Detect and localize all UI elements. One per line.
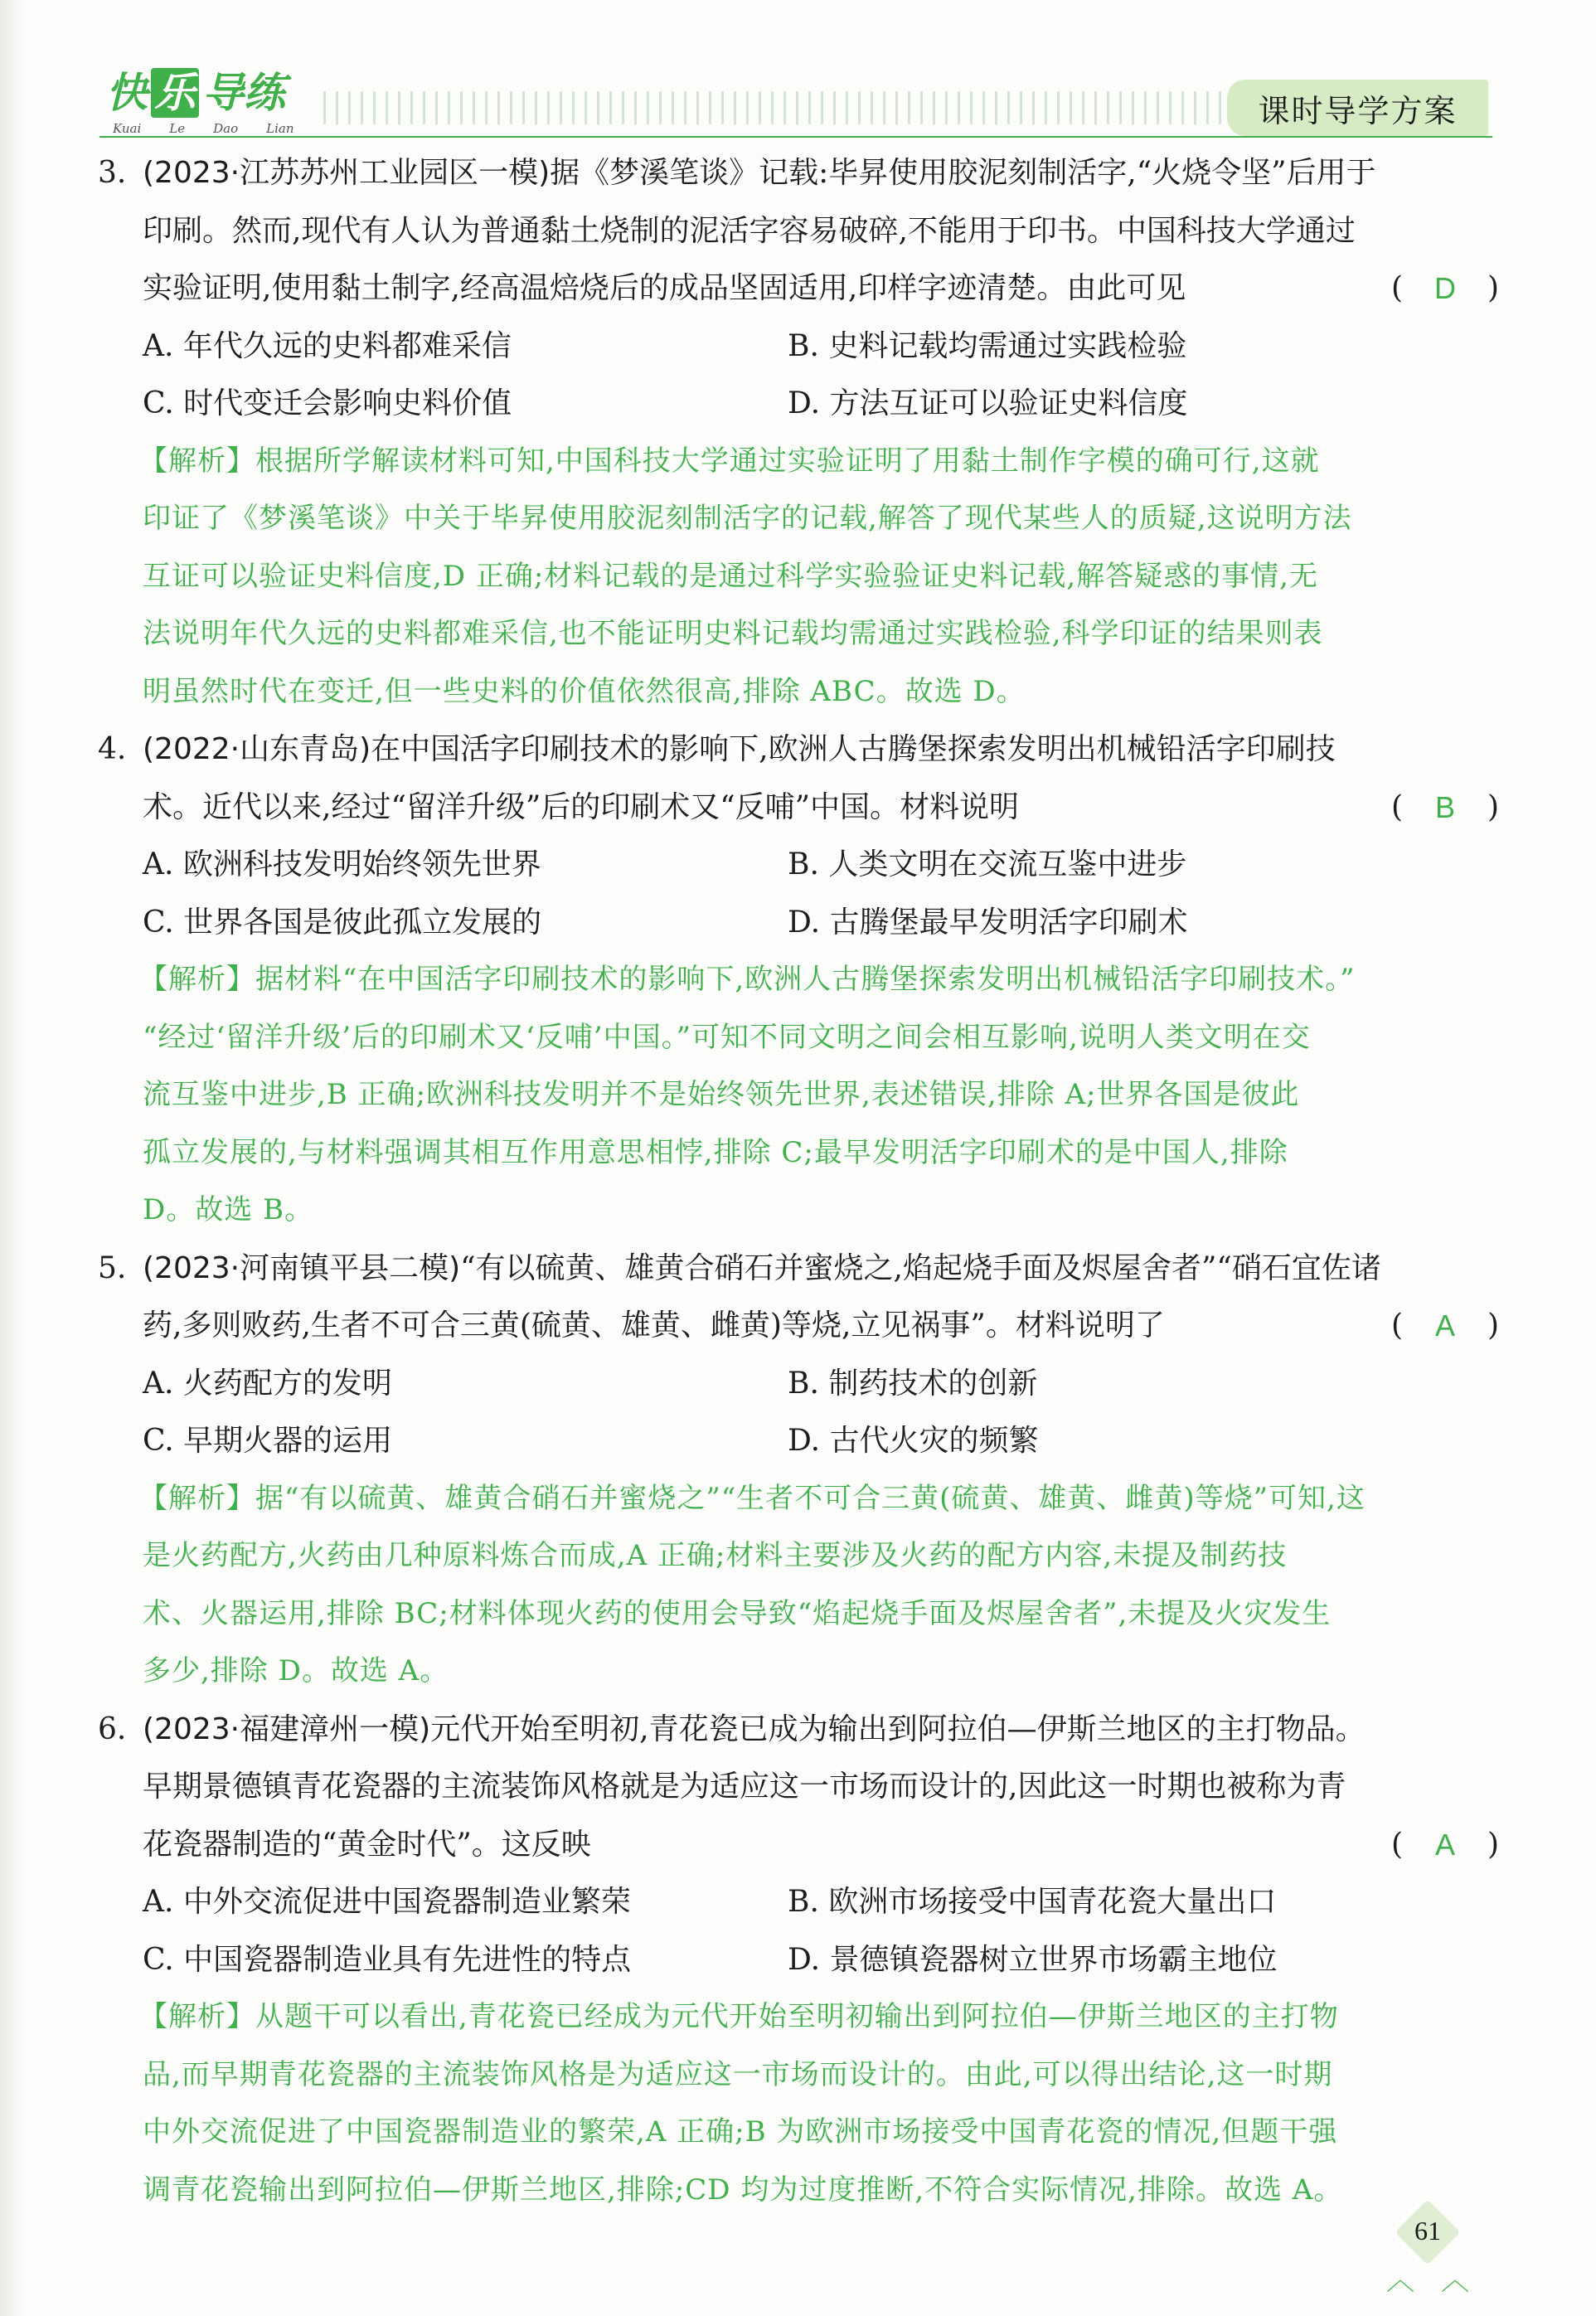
- question-stem-text: 据《梦溪笔谈》记载:毕昇使用胶泥刻制活字,“火烧令坚”后用于: [550, 156, 1376, 190]
- question-stem-line: 印刷。然而,现代有人认为普通黏土烧制的泥活字容易破碎,不能用于印书。中国科技大学通过: [143, 213, 1356, 248]
- question-4: [98, 721, 1499, 1240]
- brand-char-3: 导: [202, 69, 244, 117]
- option-c: C. 时代变迁会影响史料价值: [143, 386, 512, 420]
- option-row: [98, 836, 1499, 894]
- brand-pinyin-3: Dao: [213, 121, 239, 136]
- question-number: 3.: [98, 156, 127, 190]
- analysis-line: 术、火器运用,排除 BC;材料体现火药的使用会导致“焰起烧手面及烬屋舍者”,未提及火灾发生: [143, 1596, 1332, 1630]
- brand-pinyin-2: Le: [169, 121, 186, 136]
- brand-pinyin: [113, 121, 294, 136]
- brand-logo: [106, 68, 285, 118]
- question-list: [98, 144, 1499, 2219]
- option-row: [98, 1873, 1499, 1931]
- brand-char-1: 快: [106, 69, 148, 117]
- option-a: A. 中外交流促进中国瓷器制造业繁荣: [143, 1885, 631, 1919]
- question-stem-text: 实验证明,使用黏土制字,经高温焙烧后的成品坚固适用,印样字迹清楚。由此可见: [143, 271, 1186, 305]
- question-stem-line: [98, 260, 1499, 318]
- analysis-line: 【解析】从题干可以看出,青花瓷已经成为元代开始至明初输出到阿拉伯—伊斯兰地区的主打物: [139, 2000, 1339, 2033]
- option-row: [98, 1355, 1499, 1413]
- option-row: [98, 1412, 1499, 1470]
- option-d: D. 方法互证可以验证史料信度: [788, 386, 1188, 420]
- question-number: 4.: [98, 732, 127, 766]
- question-stem-line: [98, 779, 1499, 837]
- brand-char-2: 乐: [151, 68, 199, 118]
- question-stem-line: 早期景德镇青花瓷器的主流装饰风格就是为适应这一市场而设计的,因此这一时期也被称为青: [143, 1770, 1346, 1804]
- question-number: 6.: [98, 1712, 127, 1746]
- option-c: C. 早期火器的运用: [143, 1424, 393, 1458]
- question-number: 5.: [98, 1250, 127, 1285]
- question-source: (2022·山东青岛): [143, 732, 371, 766]
- option-a: A. 欧洲科技发明始终领先世界: [143, 847, 541, 881]
- page-number: 61: [1414, 2216, 1441, 2246]
- question-6: [98, 1701, 1499, 2220]
- question-stem-line: [98, 721, 1499, 779]
- answer-bracket: ( D ): [1391, 260, 1499, 318]
- option-b: B. 人类文明在交流互鉴中进步: [788, 847, 1187, 881]
- analysis-line: 明虽然时代在变迁,但一些史料的价值依然很高,排除 ABC。故选 D。: [143, 674, 1026, 708]
- option-row: [98, 894, 1499, 952]
- option-a: A. 火药配方的发明: [143, 1366, 392, 1401]
- analysis-line: 印证了《梦溪笔谈》中关于毕昇使用胶泥刻制活字的记载,解答了现代某些人的质疑,这说明方法: [143, 502, 1352, 535]
- option-a: A. 年代久远的史料都难采信: [143, 328, 512, 363]
- question-stem-text: 元代开始至明初,青花瓷已成为输出到阿拉伯—伊斯兰地区的主打物品。: [430, 1712, 1366, 1746]
- analysis-line: 调青花瓷输出到阿拉伯—伊斯兰地区,排除;CD 均为过度推断,不符合实际情况,排除。故选 A。: [143, 2173, 1343, 2207]
- question-stem-line: [98, 1816, 1499, 1874]
- analysis-line: 多少,排除 D。故选 A。: [143, 1654, 449, 1687]
- analysis-line: 品,而早期青花瓷器的主流装饰风格是为适应这一市场而设计的。由此,可以得出结论,这一时期: [143, 2057, 1333, 2091]
- option-row: [98, 1931, 1499, 1989]
- chevron-up-double-icon: ︿: [1386, 2264, 1414, 2297]
- question-stem-line: [98, 144, 1499, 202]
- answer-bracket: ( A ): [1391, 1816, 1499, 1874]
- answer-bracket: ( A ): [1391, 1297, 1499, 1355]
- chevron-up-double-icon: ︿: [1441, 2264, 1469, 2297]
- option-d: D. 景德镇瓷器树立世界市场霸主地位: [788, 1942, 1278, 1977]
- question-stem-line: [98, 1240, 1499, 1298]
- question-stem-text: 术。近代以来,经过“留洋升级”后的印刷术又“反哺”中国。材料说明: [143, 789, 1020, 824]
- analysis-line: 互证可以验证史料信度,D 正确;材料记载的是通过科学实验验证史料记载,解答疑惑的事情,无: [143, 559, 1318, 593]
- option-c: C. 世界各国是彼此孤立发展的: [143, 905, 542, 940]
- analysis-line: D。故选 B。: [143, 1193, 314, 1226]
- analysis-line: 法说明年代久远的史料都难采信,也不能证明史料记载均需通过实践检验,科学印证的结果则表: [143, 617, 1323, 650]
- page-edge-shadow: [0, 0, 25, 2316]
- question-source: (2023·江苏苏州工业园区一模): [143, 156, 551, 190]
- option-row: [98, 318, 1499, 376]
- analysis-line: 流互鉴中进步,B 正确;欧洲科技发明并不是始终领先世界,表述错误,排除 A;世界各国是彼此: [143, 1078, 1300, 1111]
- brand-pinyin-1: Kuai: [113, 121, 142, 136]
- option-b: B. 制药技术的创新: [788, 1366, 1038, 1401]
- question-stem-text: 在中国活字印刷技术的影响下,欧洲人古腾堡探索发明出机械铅活字印刷技: [371, 732, 1336, 766]
- option-b: B. 史料记载均需通过实践检验: [788, 328, 1187, 363]
- analysis-line: 【解析】据材料“在中国活字印刷技术的影响下,欧洲人古腾堡探索发明出机械铅活字印刷技术。”: [139, 963, 1356, 996]
- answer-letter: D: [1434, 271, 1456, 305]
- analysis-line: 【解析】据“有以硫黄、雄黄合硝石并蜜烧之”“生者不可合三黄(硫黄、雄黄、雌黄)等烧”可知,这: [139, 1481, 1366, 1515]
- answer-bracket: ( B ): [1391, 779, 1499, 837]
- question-stem-line: [98, 1297, 1499, 1355]
- question-stem-text: “有以硫黄、雄黄合硝石并蜜烧之,焰起烧手面及烬屋舍者”“硝石宜佐诸: [460, 1250, 1381, 1285]
- question-stem-line: [98, 1701, 1499, 1759]
- question-5: [98, 1240, 1499, 1701]
- answer-letter: B: [1434, 789, 1455, 824]
- option-c: C. 中国瓷器制造业具有先进性的特点: [143, 1942, 632, 1977]
- analysis-line: 孤立发展的,与材料强调其相互作用意思相悖,排除 C;最早发明活字印刷术的是中国人,排除: [143, 1135, 1288, 1169]
- answer-letter: A: [1434, 1827, 1455, 1862]
- answer-letter: A: [1434, 1309, 1455, 1343]
- course-tab-label: 课时导学方案: [1258, 92, 1458, 129]
- question-source: (2023·福建漳州一模): [143, 1712, 431, 1746]
- brand-pinyin-4: Lian: [266, 121, 294, 136]
- option-d: D. 古腾堡最早发明活字印刷术: [788, 905, 1188, 940]
- brand-char-4: 练: [244, 69, 285, 117]
- option-d: D. 古代火灾的频繁: [788, 1424, 1039, 1458]
- course-tab: [1227, 80, 1488, 136]
- option-b: B. 欧洲市场接受中国青花瓷大量出口: [788, 1885, 1277, 1919]
- analysis-line: 【解析】根据所学解读材料可知,中国科技大学通过实验证明了用黏土制作字模的确可行,这就: [139, 444, 1320, 478]
- analysis-line: 中外交流促进了中国瓷器制造业的繁荣,A 正确;B 为欧洲市场接受中国青花瓷的情况,但题干强: [143, 2115, 1338, 2148]
- question-3: [98, 144, 1499, 721]
- analysis-line: “经过‘留洋升级’后的印刷术又‘反哺’中国。”可知不同文明之间会相互影响,说明人类文明在交: [143, 1020, 1311, 1054]
- page-number-badge: [1386, 2207, 1469, 2262]
- question-stem-text: 花瓷器制造的“黄金时代”。这反映: [143, 1827, 591, 1862]
- header-rule: [99, 136, 1492, 138]
- analysis-line: 是火药配方,火药由几种原料炼合而成,A 正确;材料主要涉及火药的配方内容,未提及制药技: [143, 1539, 1288, 1572]
- question-stem-text: 药,多则败药,生者不可合三黄(硫黄、雄黄、雌黄)等烧,立见祸事”。材料说明了: [143, 1309, 1165, 1343]
- option-row: [98, 375, 1499, 433]
- question-source: (2023·河南镇平县二模): [143, 1250, 461, 1285]
- header-decoration: [323, 91, 1227, 124]
